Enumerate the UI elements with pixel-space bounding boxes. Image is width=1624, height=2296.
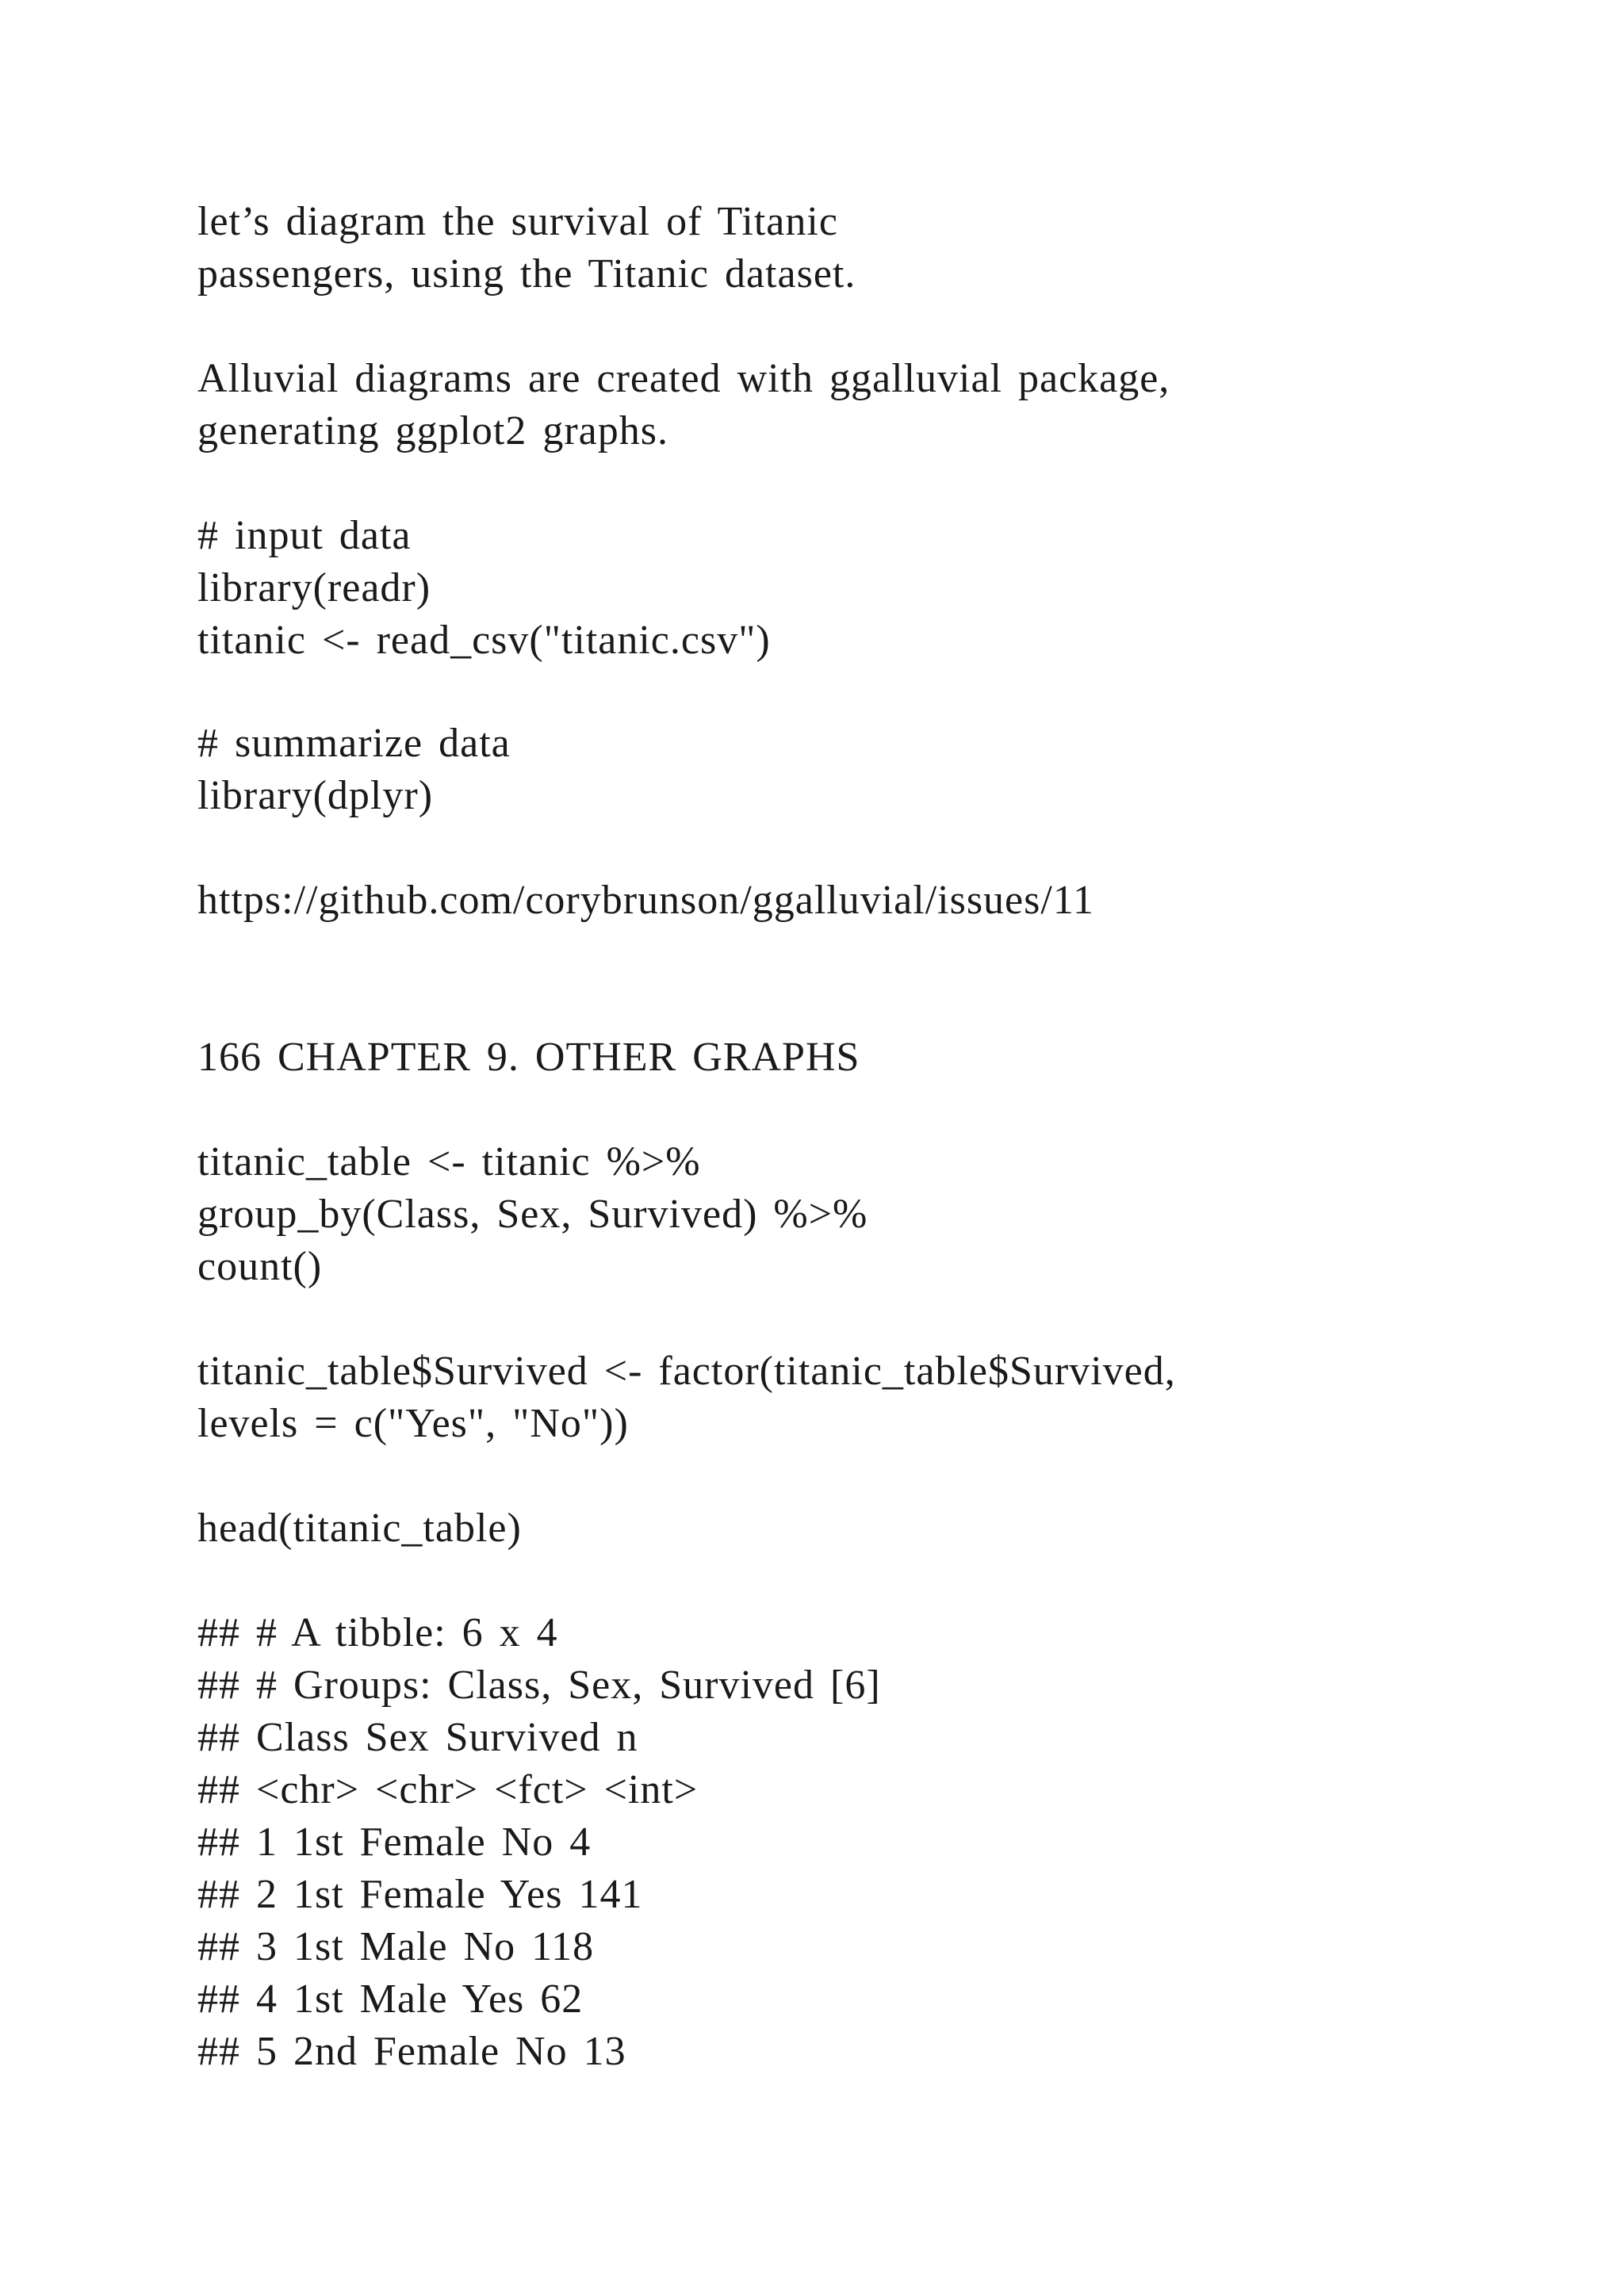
page-header: 166 CHAPTER 9. OTHER GRAPHS — [197, 1035, 860, 1080]
code-factor-line-2: levels = c("Yes", "No")) — [197, 1401, 629, 1446]
issue-link[interactable]: https://github.com/corybrunson/ggalluvial/issues/11 — [197, 878, 1094, 923]
description-line-2: generating ggplot2 graphs. — [197, 408, 668, 453]
code-factor-line-1: titanic_table$Survived <- factor(titanic_table$Survived, — [197, 1349, 1176, 1394]
output-line: ## # A tibble: 6 x 4 — [197, 1610, 558, 1655]
output-line: ## <chr> <chr> <fct> <int> — [197, 1767, 699, 1812]
code-comment-input: # input data — [197, 513, 412, 558]
code-table-line-2: group_by(Class, Sex, Survived) %>% — [197, 1192, 868, 1237]
code-library-readr: library(readr) — [197, 565, 431, 610]
output-line: ## 3 1st Male No 118 — [197, 1924, 595, 1969]
output-line: ## 4 1st Male Yes 62 — [197, 1976, 584, 2022]
code-table-line-1: titanic_table <- titanic %>% — [197, 1139, 701, 1184]
intro-line-1: let’s diagram the survival of Titanic — [197, 199, 838, 244]
output-line: ## Class Sex Survived n — [197, 1715, 638, 1760]
code-library-dplyr: library(dplyr) — [197, 773, 434, 818]
output-line: ## # Groups: Class, Sex, Survived [6] — [197, 1663, 881, 1708]
intro-line-2: passengers, using the Titanic dataset. — [197, 251, 856, 297]
output-line: ## 2 1st Female Yes 141 — [197, 1872, 643, 1917]
code-table-line-3: count() — [197, 1244, 323, 1289]
description-line-1: Alluvial diagrams are created with ggalluvial package, — [197, 356, 1170, 401]
code-comment-summarize: # summarize data — [197, 721, 511, 766]
output-line: ## 5 2nd Female No 13 — [197, 2029, 626, 2074]
output-line: ## 1 1st Female No 4 — [197, 1820, 592, 1865]
code-read-csv: titanic <- read_csv("titanic.csv") — [197, 618, 771, 663]
code-head: head(titanic_table) — [197, 1506, 522, 1551]
